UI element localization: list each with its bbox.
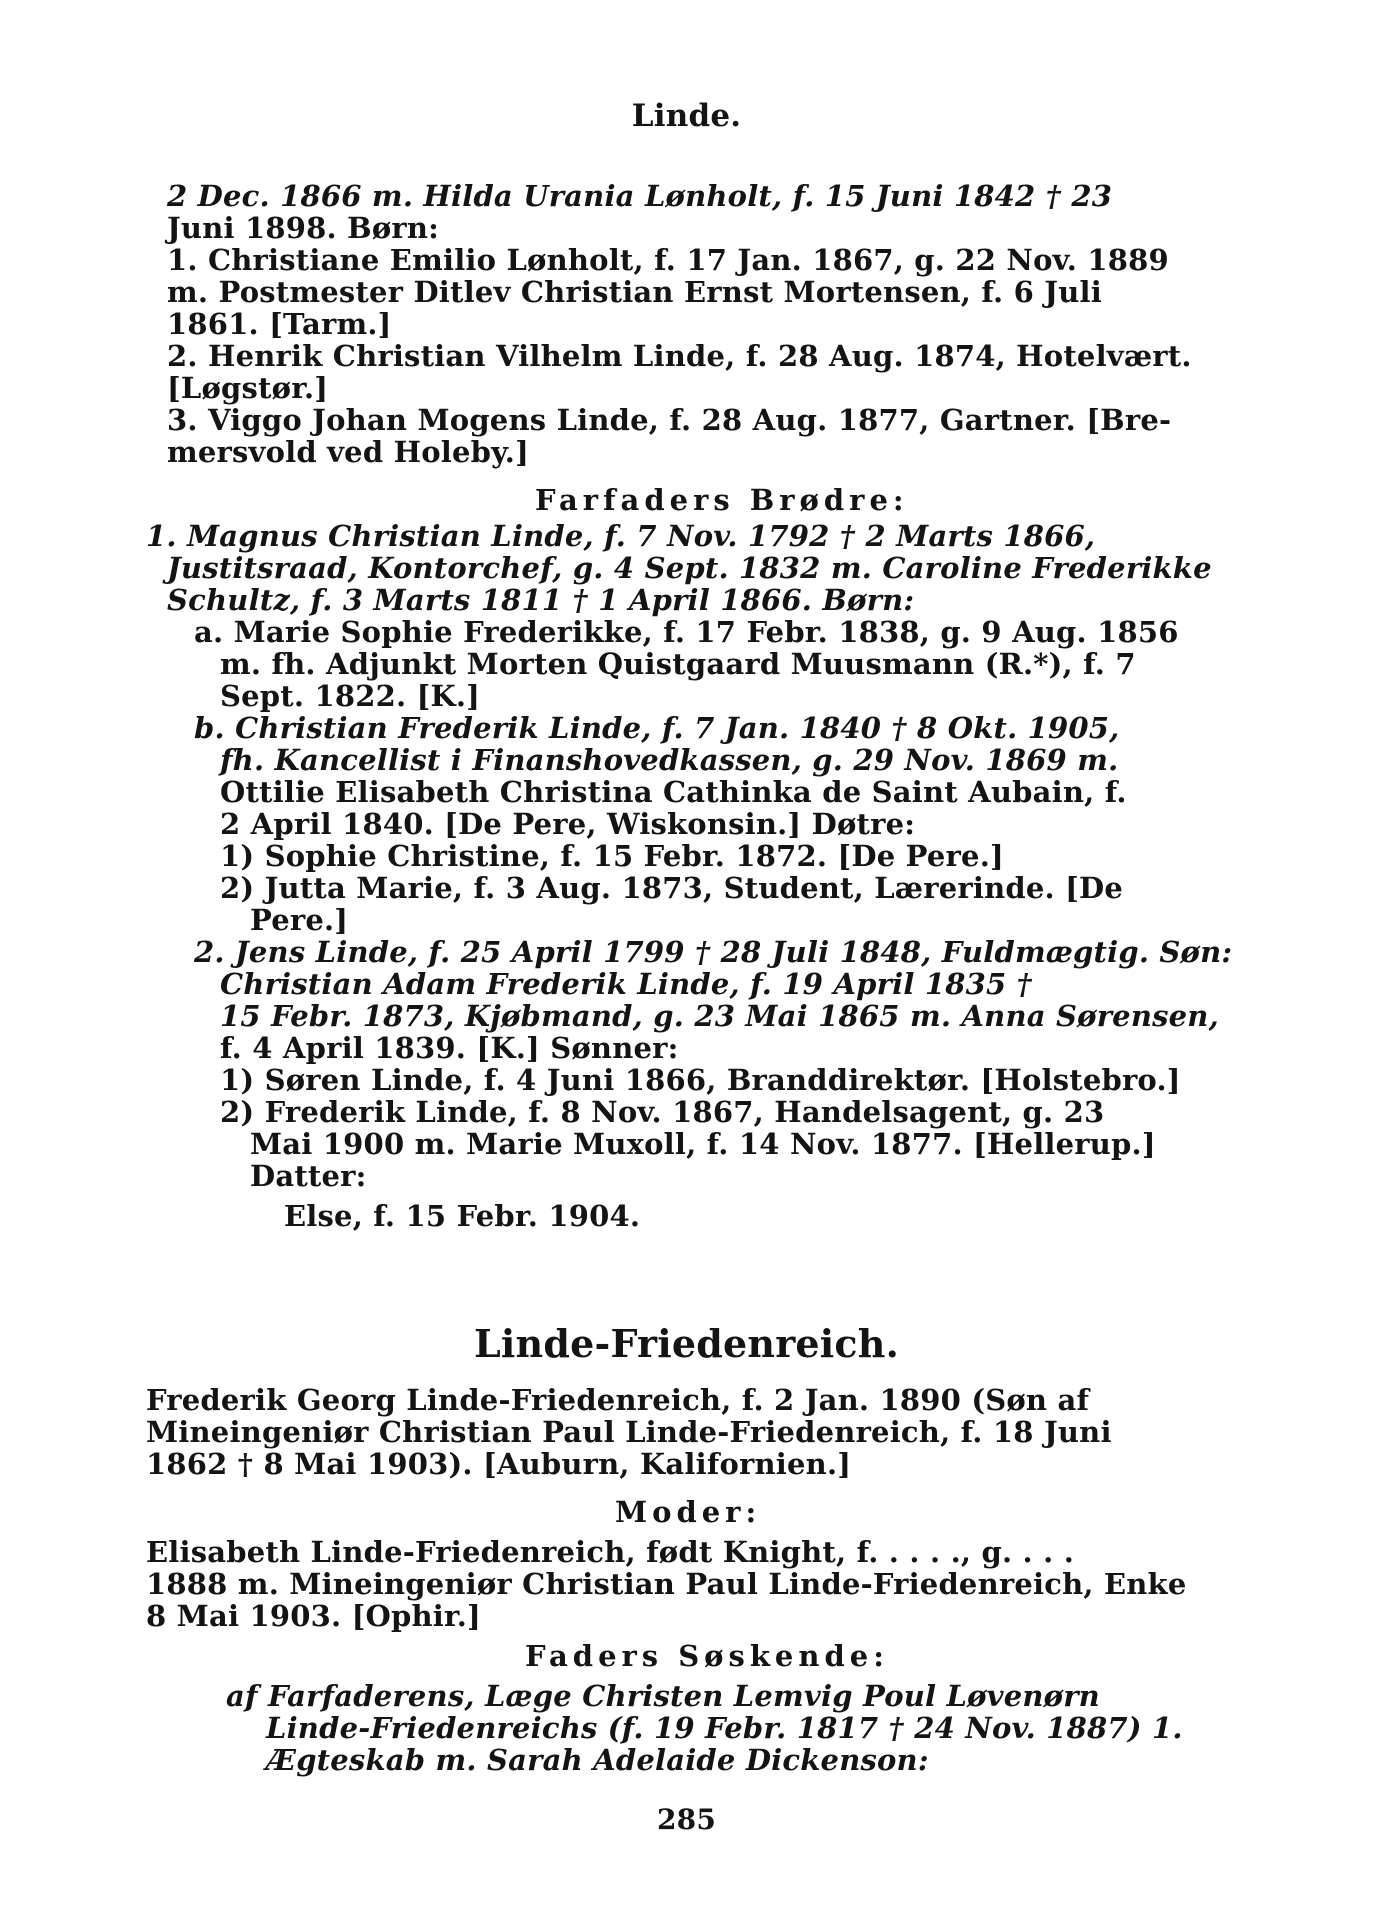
- text-line: 1. Magnus Christian Linde, f. 7 Nov. 1792 † 2 Marts 1866,: [146, 519, 1096, 553]
- text-line: 2) Frederik Linde, f. 8 Nov. 1867, Handelsagent, g. 23: [220, 1095, 1105, 1129]
- text-line: 8 Mai 1903. [Ophir.]: [146, 1599, 481, 1633]
- text-line: b. Christian Frederik Linde, f. 7 Jan. 1840 † 8 Okt. 1905,: [194, 711, 1120, 745]
- text-line: 1) Søren Linde, f. 4 Juni 1866, Branddirektør. [Holstebro.]: [220, 1063, 1181, 1097]
- text-line: 2. Jens Linde, f. 25 April 1799 † 28 Juli 1848, Fuldmægtig. Søn:: [194, 935, 1233, 969]
- subheading: Faders Søskende:: [525, 1639, 889, 1673]
- text-line: Frederik Georg Linde-Friedenreich, f. 2 Jan. 1890 (Søn af: [146, 1383, 1090, 1417]
- text-line: 2 April 1840. [De Pere, Wiskonsin.] Døtre:: [220, 807, 916, 841]
- text-line: Pere.]: [250, 903, 349, 937]
- text-line: af Farfaderens, Læge Christen Lemvig Poul Løvenørn: [226, 1679, 1100, 1713]
- text-line: Mai 1900 m. Marie Muxoll, f. 14 Nov. 1877. [Hellerup.]: [250, 1127, 1156, 1161]
- text-line: 2) Jutta Marie, f. 3 Aug. 1873, Student, Lærerinde. [De: [220, 871, 1124, 905]
- text-line: 1) Sophie Christine, f. 15 Febr. 1872. [De Pere.]: [220, 839, 1004, 873]
- text-line: fh. Kancellist i Finanshovedkassen, g. 29 Nov. 1869 m.: [220, 743, 1119, 777]
- text-line: 2. Henrik Christian Vilhelm Linde, f. 28 Aug. 1874, Hotelvært.: [167, 339, 1192, 373]
- page-number: 285: [656, 1803, 717, 1836]
- text-line: Datter:: [250, 1159, 367, 1193]
- text-line: Ottilie Elisabeth Christina Cathinka de Saint Aubain, f.: [220, 775, 1127, 809]
- text-line: mersvold ved Holeby.]: [167, 435, 530, 469]
- text-line: Linde-Friedenreichs (f. 19 Febr. 1817 † 24 Nov. 1887) 1.: [266, 1711, 1183, 1745]
- text-line: a. Marie Sophie Frederikke, f. 17 Febr. 1838, g. 9 Aug. 1856: [194, 615, 1179, 649]
- text-line: 15 Febr. 1873, Kjøbmand, g. 23 Mai 1865 m. Anna Sørensen,: [220, 999, 1219, 1033]
- text-line: Elisabeth Linde-Friedenreich, født Knight, f. . . . ., g. . . .: [146, 1535, 1075, 1569]
- subheading: Moder:: [615, 1495, 762, 1529]
- text-line: f. 4 April 1839. [K.] Sønner:: [220, 1031, 679, 1065]
- text-line: Sept. 1822. [K.]: [220, 679, 481, 713]
- text-line: Else, f. 15 Febr. 1904.: [284, 1199, 641, 1233]
- text-line: 3. Viggo Johan Mogens Linde, f. 28 Aug. 1877, Gartner. [Bre-: [167, 403, 1172, 437]
- section-title: Linde-Friedenreich.: [473, 1321, 900, 1366]
- text-line: 1888 m. Mineingeniør Christian Paul Linde-Friedenreich, Enke: [146, 1567, 1187, 1601]
- text-line: Christian Adam Frederik Linde, f. 19 April 1835 †: [220, 967, 1033, 1001]
- text-line: 1861. [Tarm.]: [167, 307, 392, 341]
- text-line: m. Postmester Ditlev Christian Ernst Mortensen, f. 6 Juli: [167, 275, 1102, 309]
- text-line: Justitsraad, Kontorchef, g. 4 Sept. 1832 m. Caroline Frederikke: [167, 551, 1212, 585]
- text-line: 1. Christiane Emilio Lønholt, f. 17 Jan. 1867, g. 22 Nov. 1889: [167, 243, 1169, 277]
- text-line: [Løgstør.]: [167, 371, 329, 405]
- text-line: Schultz, f. 3 Marts 1811 † 1 April 1866. Børn:: [167, 583, 915, 617]
- text-line: Mineingeniør Christian Paul Linde-Friedenreich, f. 18 Juni: [146, 1415, 1112, 1449]
- subheading: Farfaders Brødre:: [535, 483, 909, 517]
- page-header: Linde.: [631, 98, 742, 134]
- text-line: m. fh. Adjunkt Morten Quistgaard Muusmann (R.*), f. 7: [220, 647, 1136, 681]
- text-line: Juni 1898. Børn:: [167, 211, 440, 245]
- text-line: 2 Dec. 1866 m. Hilda Urania Lønholt, f. 15 Juni 1842 † 23: [167, 179, 1113, 213]
- text-line: 1862 † 8 Mai 1903). [Auburn, Kalifornien.]: [146, 1447, 852, 1481]
- text-line: Ægteskab m. Sarah Adelaide Dickenson:: [266, 1743, 929, 1777]
